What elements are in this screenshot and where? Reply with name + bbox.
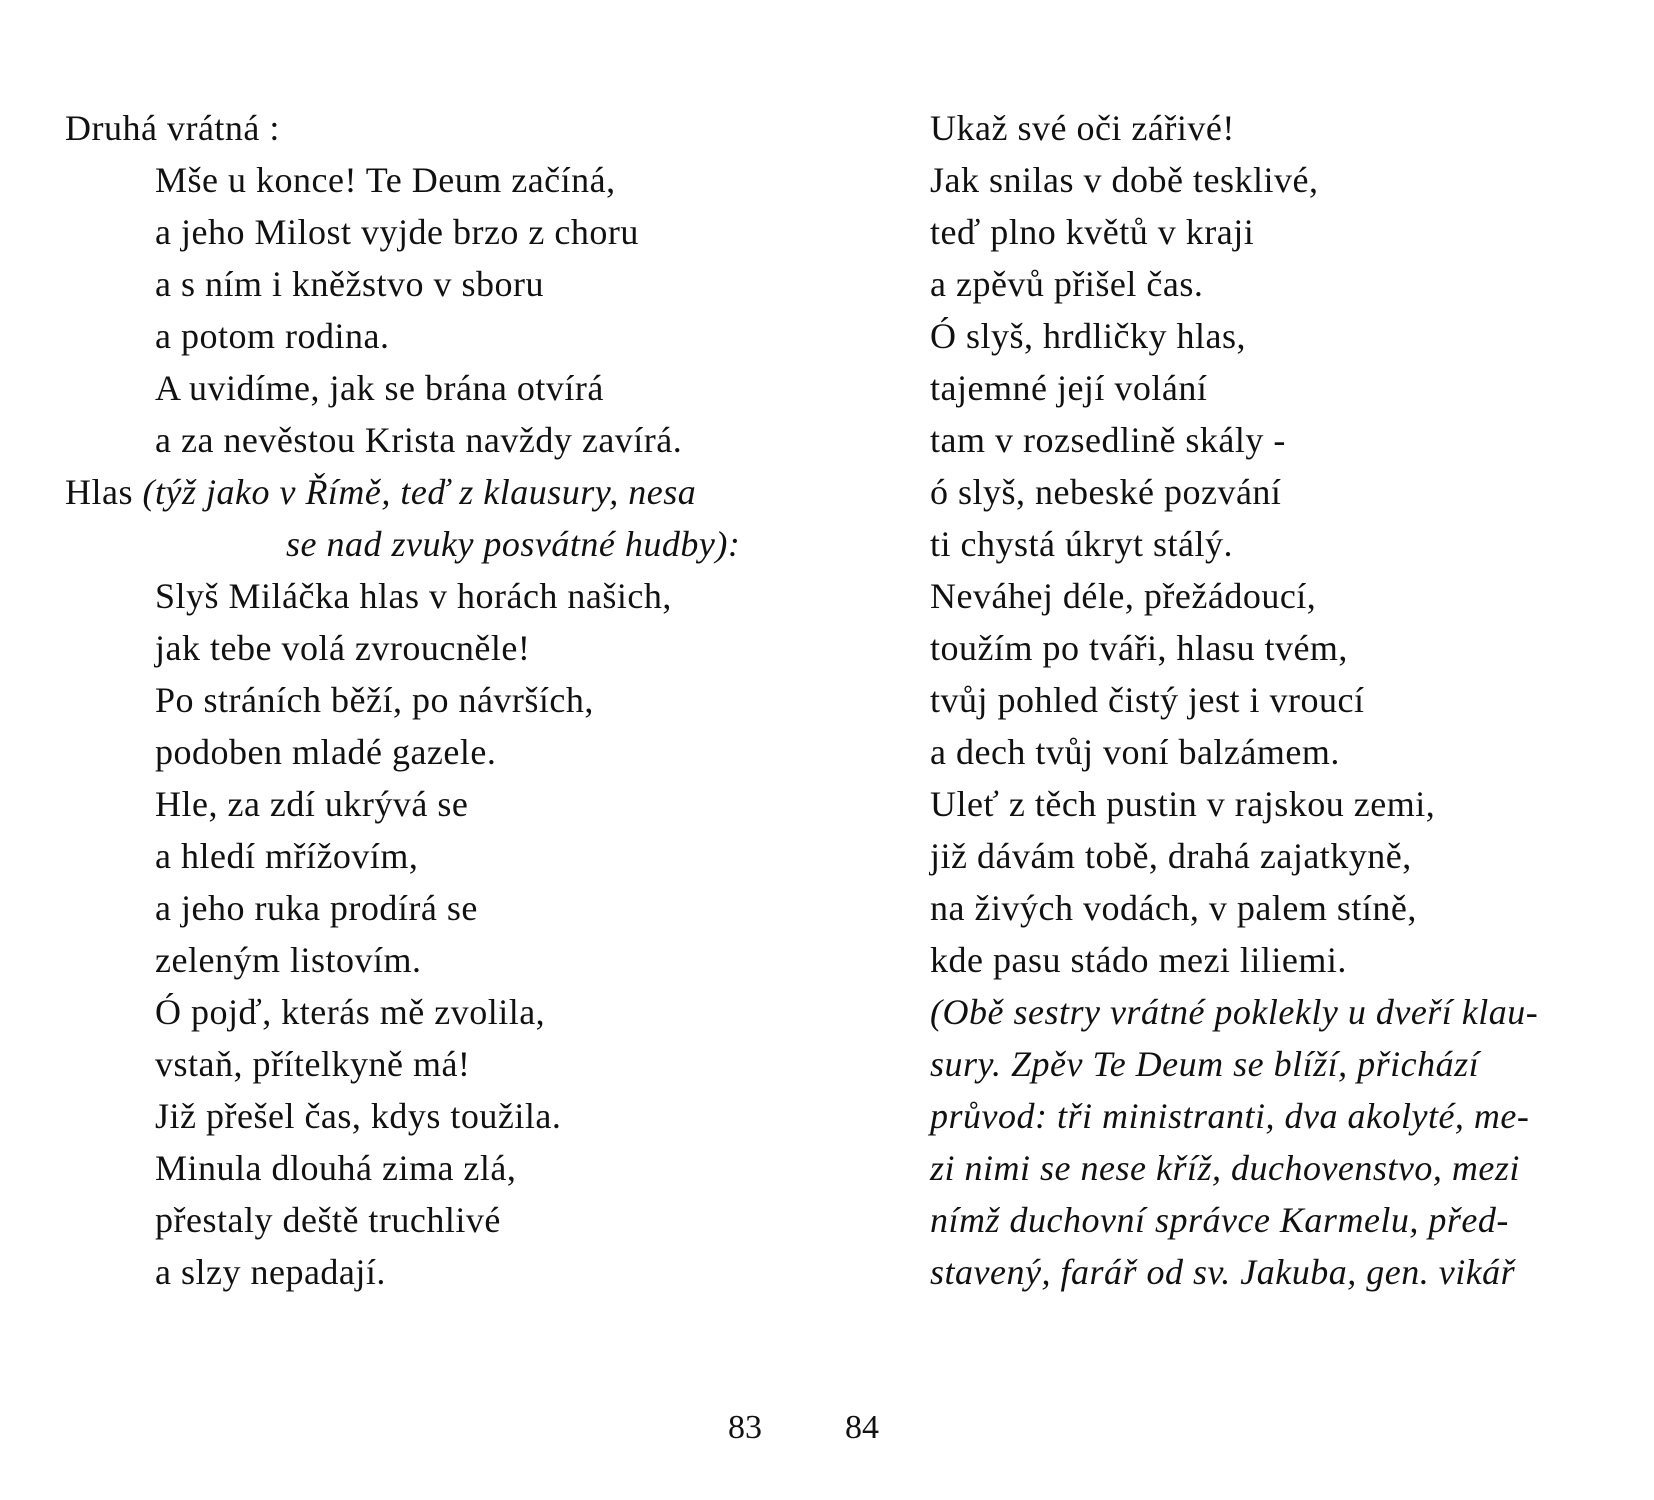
speaker-label: Hlas <box>65 472 133 512</box>
stage-direction: stavený, farář od sv. Jakuba, gen. vikář <box>930 1252 1516 1292</box>
verse-line: tajemné její volání <box>930 368 1208 408</box>
verse-line: Jak snilas v době tesklivé, <box>930 160 1319 200</box>
verse-line: Uleť z těch pustin v rajskou zemi, <box>930 784 1436 824</box>
verse-line: Mše u konce! Te Deum začíná, <box>155 160 616 200</box>
verse-line: zeleným listovím. <box>155 940 422 980</box>
stage-direction: se nad zvuky posvátné hudby): <box>286 524 741 564</box>
stage-direction: zi nimi se nese kříž, duchovenstvo, mezi <box>930 1148 1520 1188</box>
stage-direction: nímž duchovní správce Karmelu, před- <box>930 1200 1509 1240</box>
verse-line: a jeho ruka prodírá se <box>155 888 478 928</box>
verse-line: A uvidíme, jak se brána otvírá <box>155 368 604 408</box>
stage-direction: (Obě sestry vrátné poklekly u dveří klau- <box>930 992 1539 1032</box>
verse-line: ó slyš, nebeské pozvání <box>930 472 1282 512</box>
verse-line: přestaly deště truchlivé <box>155 1200 501 1240</box>
verse-line: a potom rodina. <box>155 316 390 356</box>
stage-direction: sury. Zpěv Te Deum se blíží, přichází <box>930 1044 1480 1084</box>
stage-direction: (týž jako v Římě, teď z klausury, nesa <box>142 472 697 512</box>
verse-line: a za nevěstou Krista navždy zavírá. <box>155 420 683 460</box>
speaker-line <box>65 472 696 512</box>
verse-line: Ukaž své oči zářivé! <box>930 108 1235 148</box>
verse-line: a jeho Milost vyjde brzo z choru <box>155 212 639 252</box>
right-page <box>827 0 1654 1500</box>
verse-line: tvůj pohled čistý jest i vroucí <box>930 680 1365 720</box>
verse-line: již dávám tobě, drahá zajatkyně, <box>930 836 1412 876</box>
verse-line: Ó slyš, hrdličky hlas, <box>930 316 1246 356</box>
verse-line: podoben mladé gazele. <box>155 732 497 772</box>
verse-line: a s ním i kněžstvo v sboru <box>155 264 544 304</box>
page-number: 83 <box>728 1409 762 1446</box>
verse-line: Již přešel čas, kdys toužila. <box>155 1096 562 1136</box>
verse-line: toužím po tváři, hlasu tvém, <box>930 628 1348 668</box>
verse-line: a hledí mřížovím, <box>155 836 419 876</box>
page-number: 84 <box>845 1409 879 1446</box>
verse-line: na živých vodách, v palem stíně, <box>930 888 1417 928</box>
verse-line: vstaň, přítelkyně má! <box>155 1044 471 1084</box>
verse-line: a zpěvů přišel čas. <box>930 264 1204 304</box>
verse-line: Ó pojď, kterás mě zvolila, <box>155 992 546 1032</box>
speaker-label: Druhá vrátná : <box>65 108 280 148</box>
verse-line: Neváhej déle, přežádoucí, <box>930 576 1317 616</box>
verse-line: Slyš Miláčka hlas v horách našich, <box>155 576 672 616</box>
verse-line: a slzy nepadají. <box>155 1252 386 1292</box>
verse-line: kde pasu stádo mezi liliemi. <box>930 940 1347 980</box>
verse-line: a dech tvůj voní balzámem. <box>930 732 1340 772</box>
stage-direction: průvod: tři ministranti, dva akolyté, me- <box>930 1096 1530 1136</box>
verse-line: tam v rozsedlině skály - <box>930 420 1286 460</box>
verse-line: Hle, za zdí ukrývá se <box>155 784 469 824</box>
verse-line: Minula dlouhá zima zlá, <box>155 1148 517 1188</box>
verse-line: jak tebe volá zvroucněle! <box>155 628 531 668</box>
verse-line: ti chystá úkryt stálý. <box>930 524 1233 564</box>
verse-line: teď plno květů v kraji <box>930 212 1255 252</box>
verse-line: Po stráních běží, po návrších, <box>155 680 594 720</box>
